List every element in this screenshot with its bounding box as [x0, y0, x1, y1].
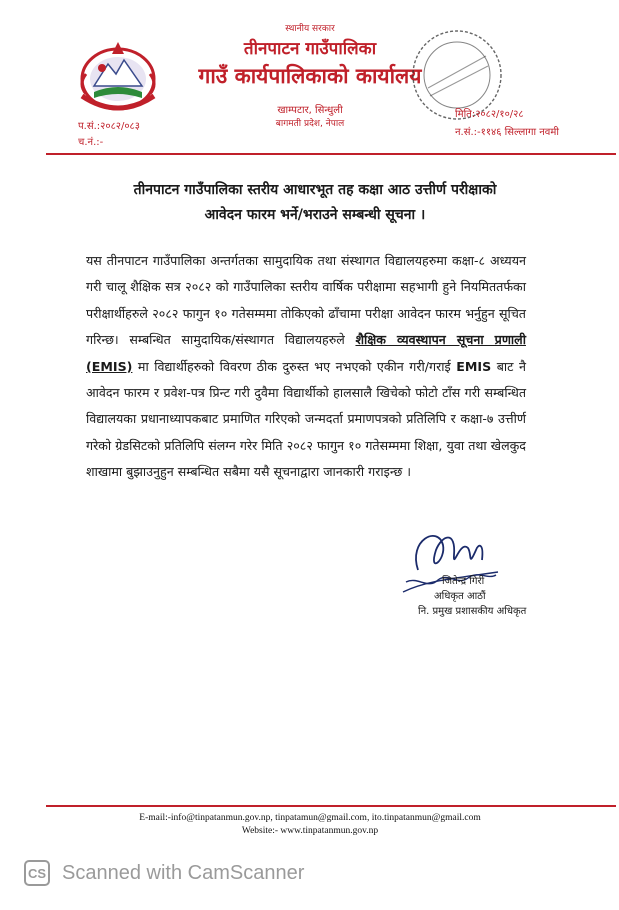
letter-date: मिति:२०८२/१०/२८: [455, 109, 524, 120]
emis-full-name: शैक्षिक व्यवस्थापन सूचना प्रणाली (EMIS): [86, 332, 526, 374]
body-part-1: यस तीनपाटन गाउँपालिका अन्तर्गतका सामुदायिक तथा संस्थागत विद्यालयहरुमा कक्षा-८ अध्ययन गरी चालू शैक्षिक सत्र २०८२ को गाउँपालिका स्तरीय वार्षिक परीक्षामा सहभागी हुने नियमिततर्फका परीक्षार्थीहरुले २०८२ फागुन १० गतेसम्ममा तोकिएको ढाँचामा परीक्षा आवेदन फारम भर्नुहुन सूचित गरिन्छ। सम्बन्धित सामुदायिक/संस्थागत विद्यालयहरुले: [86, 253, 526, 348]
signatory-title-2: नि. प्रमुख प्रशासकीय अधिकृत: [418, 606, 527, 617]
reference-block: [78, 119, 140, 151]
subject-line-1: तीनपाटन गाउँपालिका स्तरीय आधारभूत तह कक्षा आठ उत्तीर्ण परीक्षाको: [133, 182, 497, 198]
date-block: [455, 106, 605, 142]
contact-footer: [40, 812, 580, 838]
emis-abbrev: EMIS: [456, 358, 492, 374]
local-gov-label: स्थानीय सरकार: [285, 24, 335, 34]
signatory-block: [398, 574, 548, 619]
footer-divider: [46, 805, 616, 807]
camscanner-watermark: [24, 858, 304, 888]
signatory-title-1: अधिकृत आठौं: [434, 591, 486, 602]
nepal-emblem-icon: [72, 34, 164, 120]
body-part-3: बाट नै आवेदन फारम र प्रवेश-पत्र प्रिन्ट गरी दुवैमा विद्यार्थीको हालसालै खिचेको फोटो टाँस गरी सम्बन्धित विद्यालयका प्रधानाध्यापकबाट प्रमाणित गरिएको जन्मदर्ता प्रमाणपत्रको प्रतिलिपि र कक्षा-७ उत्तीर्ण गरेको ग्रेडसिटको प्रतिलिपि संलग्न गरेर मिति २०८२ फागुन १० गतेसम्ममा शिक्षा, युवा तथा खेलकुद शाखामा बुझाउनुहुन सम्बन्धित सबैमा यसै सूचनाद्वारा जानकारी गराइन्छ ।: [86, 358, 526, 480]
email-line: E-mail:-info@tinpatanmun.gov.np, tinpatamun@gmail.com, ito.tinpatanmun@gmail.com: [139, 813, 481, 823]
reference-number: प.सं.:२०८२/०८३: [78, 121, 140, 132]
camscanner-logo-icon: CS: [24, 860, 50, 886]
stamp-number: न.सं.:-११४६ सिल्लागा नवमी: [455, 127, 559, 138]
notice-body: [86, 248, 526, 486]
header-divider: [46, 153, 616, 155]
signatory-name: जितेन्द्र गिरी: [442, 576, 485, 587]
address-line-1: खाम्पटार, सिन्धुली: [277, 105, 343, 116]
address-line-2: बागमती प्रदेश, नेपाल: [275, 119, 345, 129]
body-part-2: मा विद्यार्थीहरुको विवरण ठीक दुरुस्त भए नभएको एकीन गरी/गराई: [132, 358, 457, 374]
office-name: गाउँ कार्यपालिकाको कार्यालय: [198, 64, 422, 88]
website-line: Website:- www.tinpatanmun.gov.np: [241, 826, 379, 836]
watermark-text: Scanned with CamScanner: [62, 861, 305, 884]
notice-subject: [90, 178, 540, 228]
dispatch-number: च.नं.:-: [78, 137, 104, 148]
municipality-name: तीनपाटन गाउँपालिका: [243, 39, 377, 59]
subject-line-2: आवेदन फारम भर्ने/भराउने सम्बन्धी सूचना ।: [204, 207, 426, 223]
